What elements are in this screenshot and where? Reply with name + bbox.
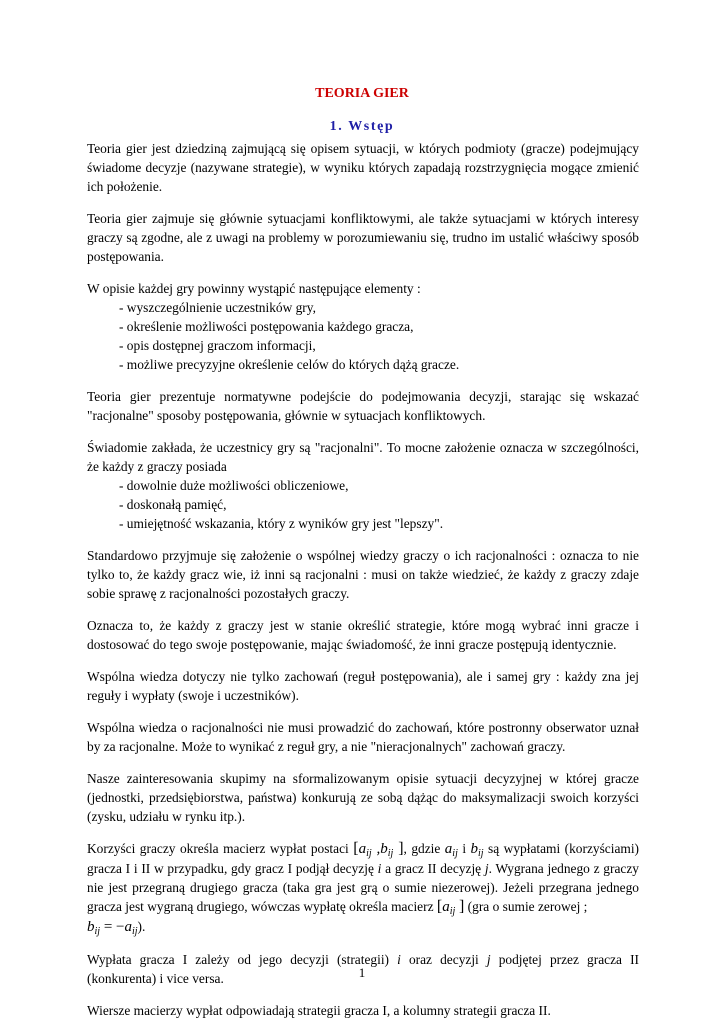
paragraph-interests: Nasze zainteresowania skupimy na sformalizowanym opisie sytuacji decyzyjnej w której gracze (jednostki, przedsiębiorstwa, państwa) konkurują ze sobą dążąc do maksymalizacji swoich korzyści (zysku, udziału w rynku itp.).: [87, 771, 639, 824]
italic-i: i: [377, 861, 382, 876]
page-number: 1: [358, 965, 366, 980]
paragraph-conflicts: Teoria gier zajmuje się głównie sytuacjami konfliktowymi, ale także sytuacjami w których interesy graczy są zgodne, ale z uwagi na problemy w porozumiewaniu się, trudno im ustalić właściwy sposób postępowania.: [87, 211, 639, 264]
text-run: i: [457, 841, 471, 856]
paragraph-payoff-matrix: [87, 839, 639, 937]
list-item: - określenie możliwości postępowania każdego gracza,: [119, 319, 414, 334]
math-a-ij: $a_{ij}$: [444, 841, 458, 859]
list-item: - dowolnie duże możliwości obliczeniowe,: [119, 478, 349, 493]
italic-j: j: [486, 952, 491, 967]
rationality-list: [87, 476, 639, 533]
italic-j: j: [484, 861, 489, 876]
list-item: - opis dostępnej graczom informacji,: [119, 338, 316, 353]
text-run: . Wygrana jednego z graczy nie jest przegraną drugiego gracza (taka gra jest grą o sumie niezerowej). Jeżeli przegrana jednego gracza jest wygraną drugiego, wówczas wypłatę określa macierz: [87, 861, 639, 914]
text-run: (gra o sumie zerowej ;: [464, 899, 588, 914]
list-item: - umiejętność wskazania, który z wyników gry jest "lepszy".: [119, 516, 444, 531]
text-run: są wypłatami (korzyściami) gracza I i II w przypadku, gdy gracz I podjął decyzję: [87, 841, 640, 876]
text-run: ).: [137, 919, 146, 934]
text-run: podjętej przez gracza II (konkurenta) i vice versa.: [87, 952, 639, 986]
elements-list: [87, 298, 639, 374]
text-run: oraz decyzji: [400, 952, 487, 967]
paragraph-shared-knowledge: Wspólna wiedza dotyczy nie tylko zachowań (reguł postępowania), ale i samej gry : każdy zna jej reguły i wypłaty (swoje i uczestników).: [87, 669, 639, 703]
text-run: a gracz II decyzję: [381, 861, 485, 876]
paragraph-common-knowledge: Standardowo przyjmuje się założenie o wspólnej wiedzy graczy o ich racjonalności : oznacza to nie tylko to, że każdy gracz wie, iż inni są racjonalni : musi on także wiedzieć, że każdy z graczy zdaje sobie sprawę z racjonalności pozostałych graczy.: [87, 548, 639, 601]
document-title: TEORIA GIER: [315, 86, 409, 101]
list-item: - możliwe precyzyjne określenie celów do których dążą gracze.: [119, 357, 460, 372]
text-run: , gdzie: [403, 841, 445, 856]
list-item: - wyszczególnienie uczestników gry,: [119, 300, 316, 315]
math-zero-sum: $b_{ij} = -a_{ij}$: [87, 919, 138, 937]
paragraph-elements-intro: W opisie każdej gry powinny wystąpić następujące elementy :: [87, 281, 421, 296]
italic-i: i: [397, 952, 401, 967]
list-item: - doskonałą pamięć,: [119, 497, 227, 512]
document-body: [87, 139, 639, 1033]
section-heading: 1. Wstęp: [329, 119, 395, 134]
math-matrix-a: [$a_{ij}$ ]: [436, 898, 465, 917]
math-payoff-pair: [$a_{ij}$ $,b_{ij}$ ]: [353, 840, 404, 859]
text-run: Korzyści graczy określa macierz wypłat postaci: [87, 841, 354, 856]
math-b-ij: $b_{ij}$: [470, 841, 484, 859]
text-run: Wypłata gracza I zależy od jego decyzji (strategii): [87, 952, 398, 967]
paragraph-strategies: Oznacza to, że każdy z graczy jest w stanie określić strategie, które mogą wybrać inni gracze i dostosować do tego swoje postępowanie, mając świadomość, że inni gracze postępują identycznie.: [87, 618, 639, 652]
paragraph-definition: Teoria gier jest dziedziną zajmującą się opisem sytuacji, w których podmioty (gracze) podejmujący świadome decyzje (nazywane strategie), w wyniku których zapadają rozstrzygnięcia mogące zmienić ich położenie.: [87, 141, 639, 194]
paragraph-normative: Teoria gier prezentuje normatywne podejście do podejmowania decyzji, starając się wskazać "racjonalne" sposoby postępowania, głównie w sytuacjach konfliktowych.: [87, 389, 639, 423]
paragraph-rationality-intro: Świadomie zakłada, że uczestnicy gry są "racjonalni". To mocne założenie oznacza w szczególności, że każdy z graczy posiada: [87, 440, 639, 474]
paragraph-observer: Wspólna wiedza o racjonalności nie musi prowadzić do zachowań, które postronny obserwator uznał by za racjonalne. Może to wynikać z reguł gry, a nie "nieracjonalnych" zachowań graczy.: [87, 720, 639, 754]
paragraph-rows-columns: Wiersze macierzy wypłat odpowiadają strategii gracza I, a kolumny strategii gracza II.: [87, 1003, 551, 1018]
